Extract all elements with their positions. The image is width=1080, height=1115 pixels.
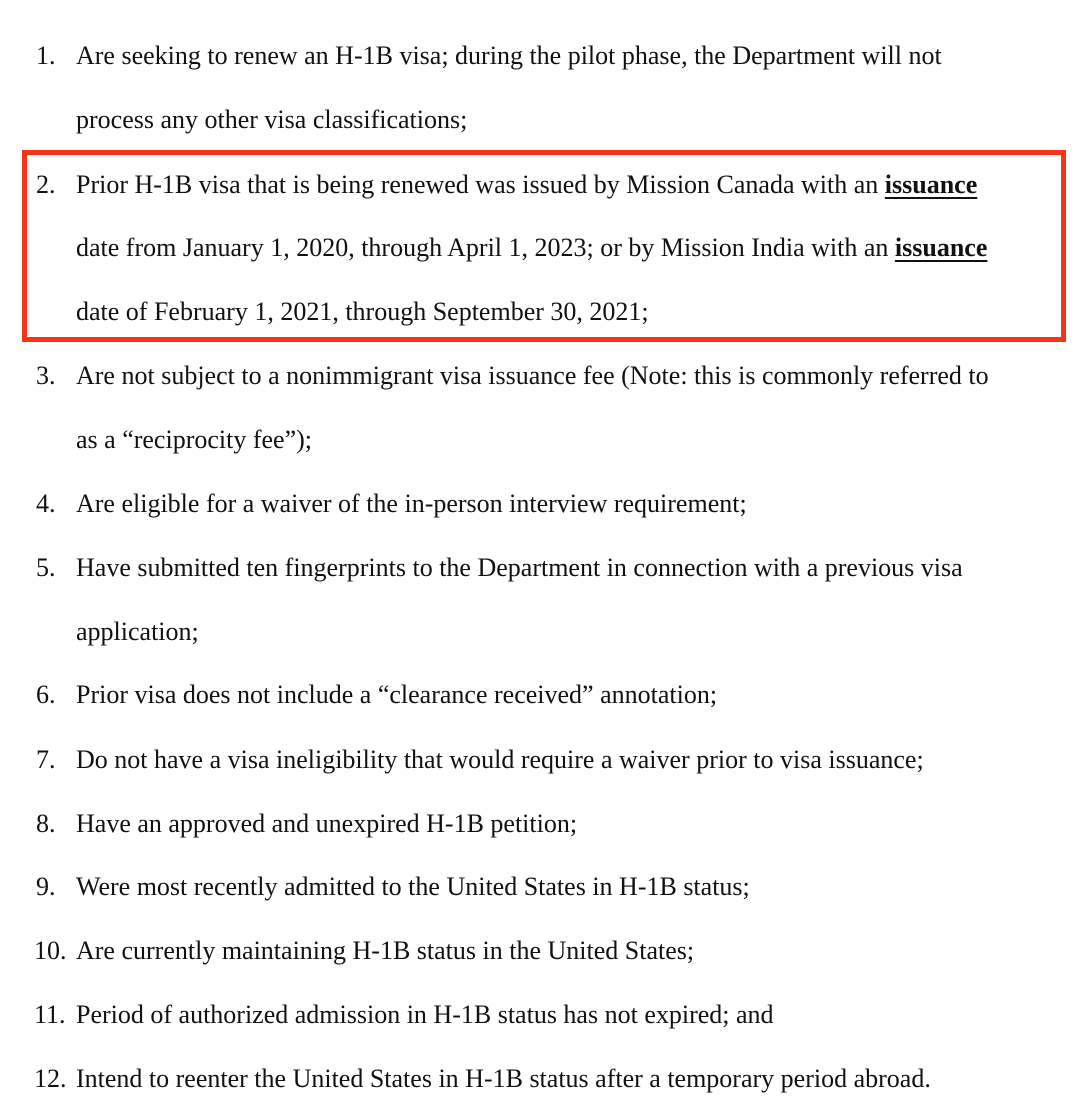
- item-text: Intend to reenter the United States in H-1B status after a temporary period abroad.: [76, 1064, 931, 1093]
- item-text: Are currently maintaining H-1B status in the United States;: [76, 936, 695, 965]
- item-number: 4.: [36, 489, 56, 518]
- item-text: Are not subject to a nonimmigrant visa issuance fee (Note: this is commonly referred to: [76, 361, 989, 390]
- item-text: Are seeking to renew an H-1B visa; during the pilot phase, the Department will not: [76, 41, 942, 70]
- item-number: 3.: [36, 361, 56, 390]
- item-number: 6.: [36, 680, 56, 709]
- item-text: [76, 228, 987, 268]
- item-text: Were most recently admitted to the United States in H-1B status;: [76, 872, 750, 901]
- item-text: as a “reciprocity fee”);: [76, 425, 313, 454]
- item-text: process any other visa classifications;: [76, 105, 468, 134]
- item-text: Have an approved and unexpired H-1B petition;: [76, 809, 578, 838]
- item-number: 10.: [34, 936, 67, 965]
- item-text-before: date from January 1, 2020, through April 1, 2023; or by Mission India with an: [76, 233, 895, 262]
- item-number: 8.: [36, 809, 56, 838]
- item-text: Do not have a visa ineligibility that would require a waiver prior to visa issuance;: [76, 745, 924, 774]
- item-text: Have submitted ten fingerprints to the Department in connection with a previous visa: [76, 553, 963, 582]
- item-text: Prior visa does not include a “clearance received” annotation;: [76, 680, 718, 709]
- item-number: 7.: [36, 745, 56, 774]
- item-number: 2.: [36, 170, 56, 199]
- item-text: application;: [76, 617, 199, 646]
- item-text: Are eligible for a waiver of the in-person interview requirement;: [76, 489, 747, 518]
- item-number: 12.: [34, 1064, 67, 1093]
- item-number: 1.: [36, 41, 56, 70]
- issuance-keyword: issuance: [884, 170, 978, 199]
- item-number: 9.: [36, 872, 56, 901]
- item-text: [76, 165, 977, 205]
- item-text: Period of authorized admission in H-1B status has not expired; and: [76, 1000, 774, 1029]
- item-number: 5.: [36, 553, 56, 582]
- item-text-before: Prior H-1B visa that is being renewed was issued by Mission Canada with an: [76, 170, 885, 199]
- item-number: 11.: [34, 1000, 66, 1029]
- item-text: date of February 1, 2021, through September 30, 2021;: [76, 297, 649, 326]
- issuance-keyword: issuance: [894, 233, 988, 262]
